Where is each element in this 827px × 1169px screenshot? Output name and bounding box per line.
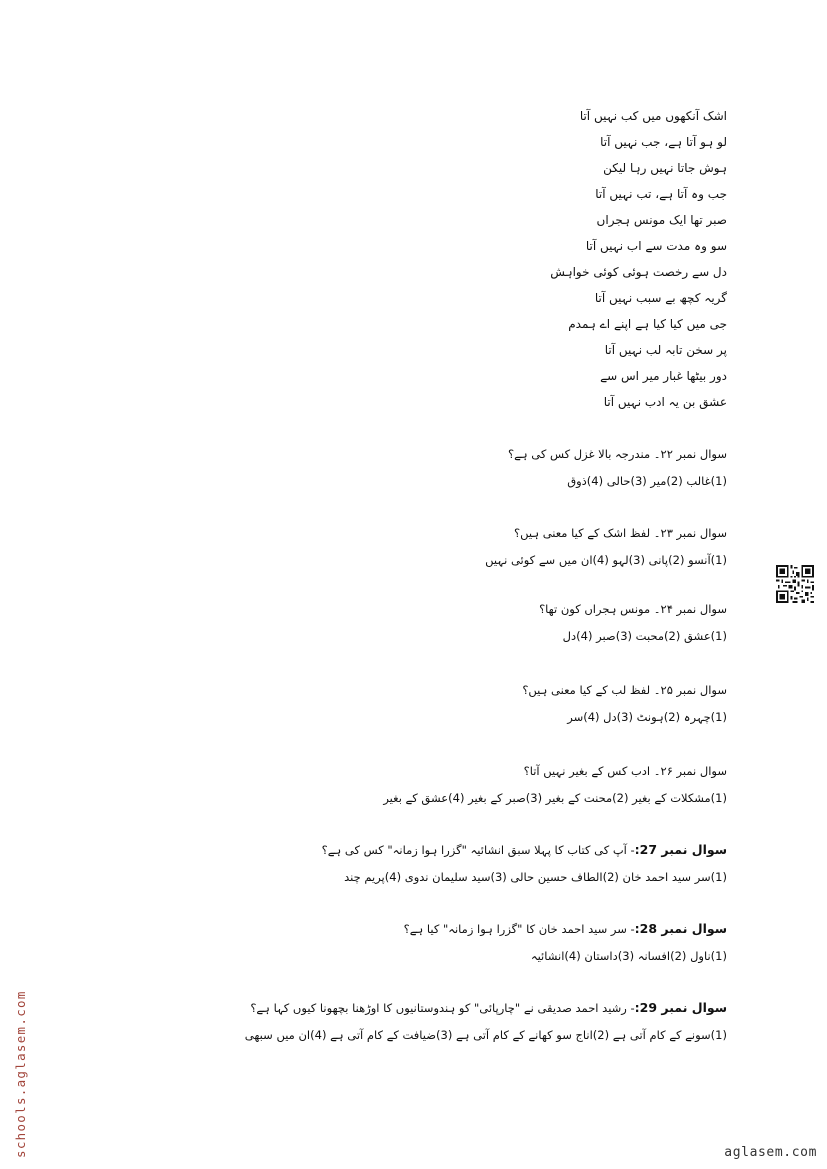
question-body: مونس ہجراں کون تھا؟ bbox=[539, 602, 654, 616]
question-options: (1)چہرہ (2)ہونٹ (3)دل (4)سر bbox=[567, 710, 727, 724]
poem-line: عشق بن یہ ادب نہیں آتا bbox=[603, 395, 727, 409]
question-options: (1)غالب (2)میر (3)حالی (4)ذوق bbox=[567, 474, 727, 488]
question-number: سوال نمبر 29: bbox=[634, 1000, 727, 1015]
question-body: - رشید احمد صدیقی نے "چارپائی" کو ہندوستانیوں کا اوڑھنا بچھونا کیوں کہا ہے؟ bbox=[250, 1001, 635, 1015]
footer-watermark: aglasem.com bbox=[724, 1145, 817, 1160]
question-number: سوال نمبر 28: bbox=[634, 921, 727, 936]
question-27 bbox=[307, 840, 727, 887]
poem-line: دل سے رخصت ہوئی کوئی خواہش bbox=[550, 265, 727, 279]
question-number: سوال نمبر ۲۵۔ bbox=[653, 683, 727, 697]
question-body: لفظ اشک کے کیا معنی ہیں؟ bbox=[513, 526, 654, 540]
question-text bbox=[307, 523, 727, 543]
poem-line: لو ہو آتا ہے، جب نہیں آتا bbox=[600, 135, 727, 149]
poem-line: جب وہ آتا ہے، تب نہیں آتا bbox=[595, 187, 727, 201]
question-text bbox=[247, 998, 727, 1018]
question-options: (1)مشکلات کے بغیر (2)محنت کے بغیر (3)صبر کے بغیر (4)عشق کے بغیر bbox=[383, 791, 727, 805]
question-28 bbox=[307, 919, 727, 966]
poem-line: اشک آنکھوں میں کب نہیں آتا bbox=[579, 109, 727, 123]
question-29 bbox=[244, 998, 727, 1045]
question-text bbox=[307, 840, 727, 860]
question-number: سوال نمبر ۲۳۔ bbox=[653, 526, 727, 540]
question-number: سوال نمبر ۲۶۔ bbox=[653, 764, 727, 778]
poem-line: صبر تھا ایک مونس ہجراں bbox=[596, 213, 727, 227]
question-text bbox=[307, 761, 727, 781]
question-options: (1)سونے کے کام آتی ہے (2)اناج سو کھانے کے کام آتی ہے (3)ضیافت کے کام آتی ہے (4)ان میں سبھی bbox=[244, 1028, 727, 1042]
question-number: سوال نمبر ۲۲۔ bbox=[653, 447, 727, 461]
question-text bbox=[307, 444, 727, 464]
question-24 bbox=[307, 599, 727, 646]
side-watermark: schools.aglasem.com bbox=[13, 990, 28, 1158]
question-26 bbox=[307, 761, 727, 808]
ghazal-poem bbox=[397, 103, 727, 415]
question-22 bbox=[307, 444, 727, 491]
question-text bbox=[307, 919, 727, 939]
question-body: مندرجہ بالا غزل کس کی ہے؟ bbox=[508, 447, 654, 461]
question-options: (1)آنسو (2)پانی (3)لہو (4)ان میں سے کوئی نہیں bbox=[485, 553, 727, 567]
poem-line: دور بیٹھا غبار میر اس سے bbox=[600, 369, 727, 383]
question-23 bbox=[307, 523, 727, 570]
question-body: - آپ کی کتاب کا پہلا سبق انشائیہ "گزرا ہوا زمانہ" کس کی ہے؟ bbox=[321, 843, 635, 857]
question-number: سوال نمبر 27: bbox=[634, 842, 727, 857]
question-body: ادب کس کے بغیر نہیں آتا؟ bbox=[523, 764, 654, 778]
qr-code-icon bbox=[776, 565, 814, 603]
question-body: - سر سید احمد خان کا "گزرا ہوا زمانہ" کیا ہے؟ bbox=[403, 922, 635, 936]
question-text bbox=[307, 599, 727, 619]
poem-line: پر سخن تابہ لب نہیں آتا bbox=[604, 343, 727, 357]
question-body: لفظ لب کے کیا معنی ہیں؟ bbox=[522, 683, 654, 697]
poem-line: ہوش جاتا نہیں رہا لیکن bbox=[603, 161, 727, 175]
question-options: (1)ناول (2)افسانہ (3)داستان (4)انشائیہ bbox=[530, 949, 727, 963]
question-25 bbox=[307, 680, 727, 727]
poem-line: جی میں کیا کیا ہے اپنے اے ہمدم bbox=[568, 317, 727, 331]
question-number: سوال نمبر ۲۴۔ bbox=[653, 602, 727, 616]
poem-line: گریہ کچھ بے سبب نہیں آتا bbox=[594, 291, 727, 305]
poem-line: سو وہ مدت سے اب نہیں آتا bbox=[585, 239, 727, 253]
question-options: (1)عشق (2)محبت (3)صبر (4)دل bbox=[562, 629, 727, 643]
question-text bbox=[307, 680, 727, 700]
question-options: (1)سر سید احمد خان (2)الطاف حسین حالی (3)سید سلیمان ندوی (4)پریم چند bbox=[344, 870, 727, 884]
